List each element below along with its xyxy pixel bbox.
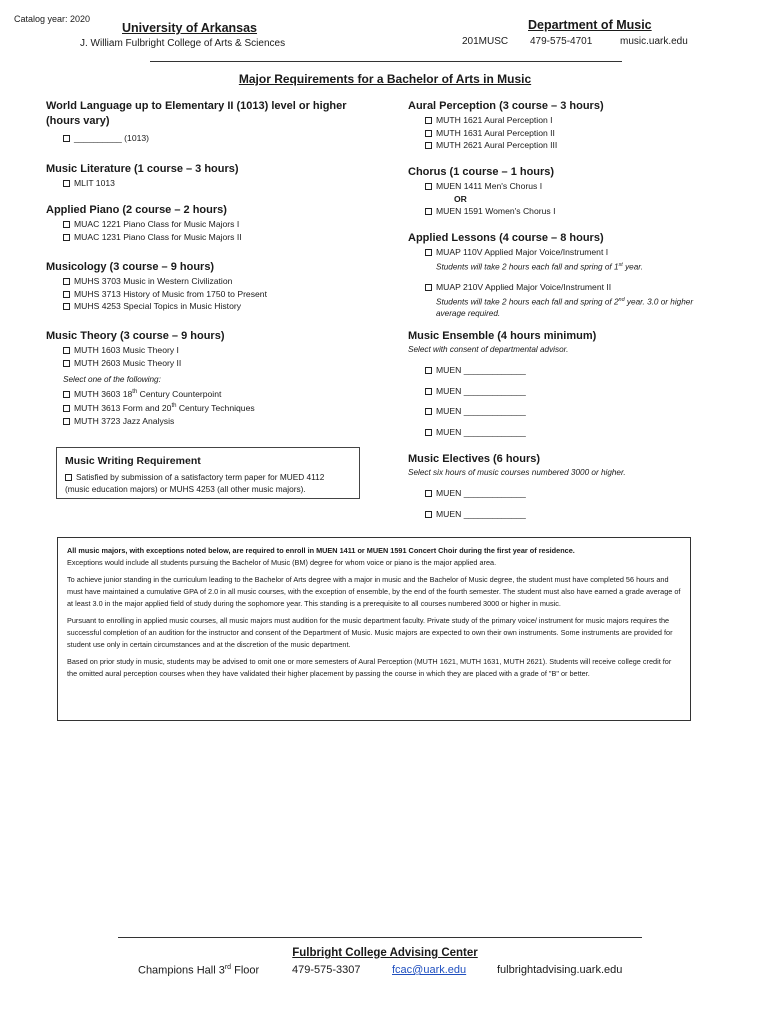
or-label: OR [454, 193, 467, 204]
checkbox-icon[interactable] [425, 142, 432, 149]
music-literature-heading: Music Literature (1 course – 3 hours) [46, 163, 239, 175]
notes-box [57, 537, 691, 721]
notes-paragraph: To achieve junior standing in the curriculum leading to the Bachelor of Arts degree with a major in music and the Bachelor of Music degree, the student must have completed 56 hours and must have maintained a cumulative GPA of 2.0 in all music courses, with the exception of ensemble, by the end of the fourth semester. The student must also have earned a grade average of at least 3.0 in the major applied field of study during the sophomore year. This standing is a prerequisite to all courses numbered 3000 or higher in music. [67, 575, 681, 608]
checkbox-icon[interactable] [65, 474, 72, 481]
list-item: MUTH 1631 Aural Perception II [425, 127, 728, 140]
applied-piano-section [46, 203, 386, 243]
list-item: MUAP 210V Applied Major Voice/Instrument II [425, 281, 738, 294]
notes-paragraph: Exceptions would include all students pursuing the Bachelor of Music (BM) degree for whom voice or piano is the major applied area. [67, 558, 497, 567]
world-language-heading-2: (hours vary) [46, 115, 110, 127]
lesson-note-2: average required. [436, 309, 501, 319]
list-item: MUEN _____________ [425, 385, 728, 398]
checkbox-icon[interactable] [63, 418, 70, 425]
notes-paragraph: Based on prior study in music, students may be advised to omit one or more semesters of Aural Perception (MUTH 1621, MUTH 1631, MUTH 2621). Students will receive college credit for the omitted aural perception courses when they have validated their higher placement by passing the course in which they are placed with a grade of "B" or better. [67, 657, 672, 678]
chorus-section [408, 165, 728, 218]
checkbox-icon[interactable] [425, 249, 432, 256]
list-item: MUHS 3703 Music in Western Civilization [63, 275, 386, 288]
list-item: MUEN _____________ [425, 426, 728, 439]
department-name: Department of Music [528, 18, 652, 32]
world-language-heading: World Language up to Elementary II (1013) level or higher [46, 100, 347, 112]
catalog-year: Catalog year: 2020 [14, 14, 91, 24]
notes-bold: All music majors, with exceptions noted below, are required to enroll in MUEN 1411 or MUEN 1591 Concert Choir during the first year of residence. [67, 546, 575, 555]
university-name: University of Arkansas [122, 21, 258, 35]
college-name: J. William Fulbright College of Arts & Sciences [80, 38, 286, 49]
music-writing-heading: Music Writing Requirement [65, 455, 201, 467]
list-item: MUTH 1603 Music Theory I [63, 344, 386, 357]
list-item: MUTH 1621 Aural Perception I [425, 114, 728, 127]
list-item: MUEN _____________ [425, 508, 728, 521]
department-website: music.uark.edu [620, 36, 688, 47]
list-item: MLIT 1013 [63, 177, 386, 190]
checkbox-icon[interactable] [63, 180, 70, 187]
music-writing-text: Satisfied by submission of a satisfactory term paper for MUED 4112 [65, 471, 351, 483]
music-ensemble-heading: Music Ensemble (4 hours minimum) [408, 330, 597, 342]
list-item: MUEN _____________ [425, 487, 728, 500]
checkbox-icon[interactable] [425, 130, 432, 137]
applied-piano-heading: Applied Piano (2 course – 2 hours) [46, 204, 227, 216]
electives-note: Select six hours of music courses numbered 3000 or higher. [408, 468, 626, 477]
select-note: Select one of the following: [63, 375, 161, 384]
music-literature-section [46, 162, 386, 190]
footer-title: Fulbright College Advising Center [292, 947, 478, 959]
aural-perception-heading: Aural Perception (3 course – 3 hours) [408, 100, 604, 112]
applied-lessons-section [408, 231, 738, 320]
list-item: MUEN 1411 Men's Chorus I [425, 180, 728, 193]
music-writing-box [56, 447, 360, 499]
header-divider [150, 61, 622, 62]
notes-paragraph: Pursuant to enrolling in applied music courses, all music majors must audition for the music department faculty. Private study of the primary voice/ instrument for music majors requires the successful completion of an audition for the instructor and consent of the Department of Music. Music majors are expected to own their own instruments. Some instruments are provided for student use only in certain circumstances and at the discretion of the music department. [67, 616, 673, 649]
footer-phone: 479-575-3307 [292, 964, 361, 976]
checkbox-icon[interactable] [425, 511, 432, 518]
list-item: MUTH 3613 Form and 20th Century Techniques [63, 400, 386, 414]
list-item: MUTH 3603 18th Century Counterpoint [63, 386, 386, 400]
checkbox-icon[interactable] [63, 234, 70, 241]
musicology-heading: Musicology (3 course – 9 hours) [46, 261, 215, 273]
department-phone: 479-575-4701 [530, 36, 593, 47]
music-writing-text-2: (music education majors) or MUHS 4253 (all other music majors). [65, 484, 306, 494]
list-item: MUTH 2603 Music Theory II [63, 357, 386, 370]
footer-email-link[interactable]: fcac@uark.edu [392, 964, 467, 976]
list-item: MUAC 1221 Piano Class for Music Majors I [63, 218, 386, 231]
list-item: __________ (1013) [63, 132, 386, 145]
checkbox-icon[interactable] [63, 347, 70, 354]
list-item: MUEN 1591 Women's Chorus I [425, 205, 728, 218]
checkbox-icon[interactable] [63, 303, 70, 310]
list-item: MUHS 4253 Special Topics in Music History [63, 300, 386, 313]
page-title: Major Requirements for a Bachelor of Arts in Music [238, 72, 532, 86]
footer-divider [118, 937, 642, 938]
lesson-note: Students will take 2 hours each fall and spring of 2nd year. 3.0 or higher [436, 296, 694, 307]
chorus-heading: Chorus (1 course – 1 hours) [408, 166, 555, 178]
checkbox-icon[interactable] [425, 388, 432, 395]
checkbox-icon[interactable] [63, 135, 70, 142]
checkbox-icon[interactable] [63, 221, 70, 228]
checkbox-icon[interactable] [425, 408, 432, 415]
checkbox-icon[interactable] [425, 284, 432, 291]
checkbox-icon[interactable] [425, 117, 432, 124]
footer-location: Champions Hall 3rd Floor [138, 964, 260, 977]
checkbox-icon[interactable] [425, 208, 432, 215]
music-electives-section [408, 452, 728, 520]
checkbox-icon[interactable] [425, 183, 432, 190]
checkbox-icon[interactable] [425, 490, 432, 497]
checkbox-icon[interactable] [425, 429, 432, 436]
music-theory-section [46, 329, 386, 427]
checkbox-icon[interactable] [63, 360, 70, 367]
list-item: MUEN _____________ [425, 364, 728, 377]
list-item: MUEN _____________ [425, 405, 728, 418]
list-item: MUAP 110V Applied Major Voice/Instrument I [425, 246, 738, 259]
musicology-section [46, 260, 386, 313]
music-ensemble-section [408, 329, 728, 438]
checkbox-icon[interactable] [63, 291, 70, 298]
checkbox-icon[interactable] [63, 278, 70, 285]
music-theory-heading: Music Theory (3 course – 9 hours) [46, 330, 225, 342]
checkbox-icon[interactable] [425, 367, 432, 374]
checkbox-icon[interactable] [63, 405, 70, 412]
list-item: MUHS 3713 History of Music from 1750 to Present [63, 288, 386, 301]
list-item: MUTH 2621 Aural Perception III [425, 139, 728, 152]
program-code: 201MUSC [462, 36, 509, 47]
lesson-note: Students will take 2 hours each fall and spring of 1st year. [436, 261, 643, 272]
music-electives-heading: Music Electives (6 hours) [408, 453, 541, 465]
checkbox-icon[interactable] [63, 391, 70, 398]
applied-lessons-heading: Applied Lessons (4 course – 8 hours) [408, 232, 604, 244]
ensemble-note: Select with consent of departmental advisor. [408, 345, 569, 354]
footer-website: fulbrightadvising.uark.edu [497, 964, 623, 976]
list-item: MUAC 1231 Piano Class for Music Majors II [63, 231, 386, 244]
aural-perception-section [408, 99, 728, 152]
world-language-section [46, 99, 386, 145]
list-item: MUTH 3723 Jazz Analysis [63, 415, 386, 428]
